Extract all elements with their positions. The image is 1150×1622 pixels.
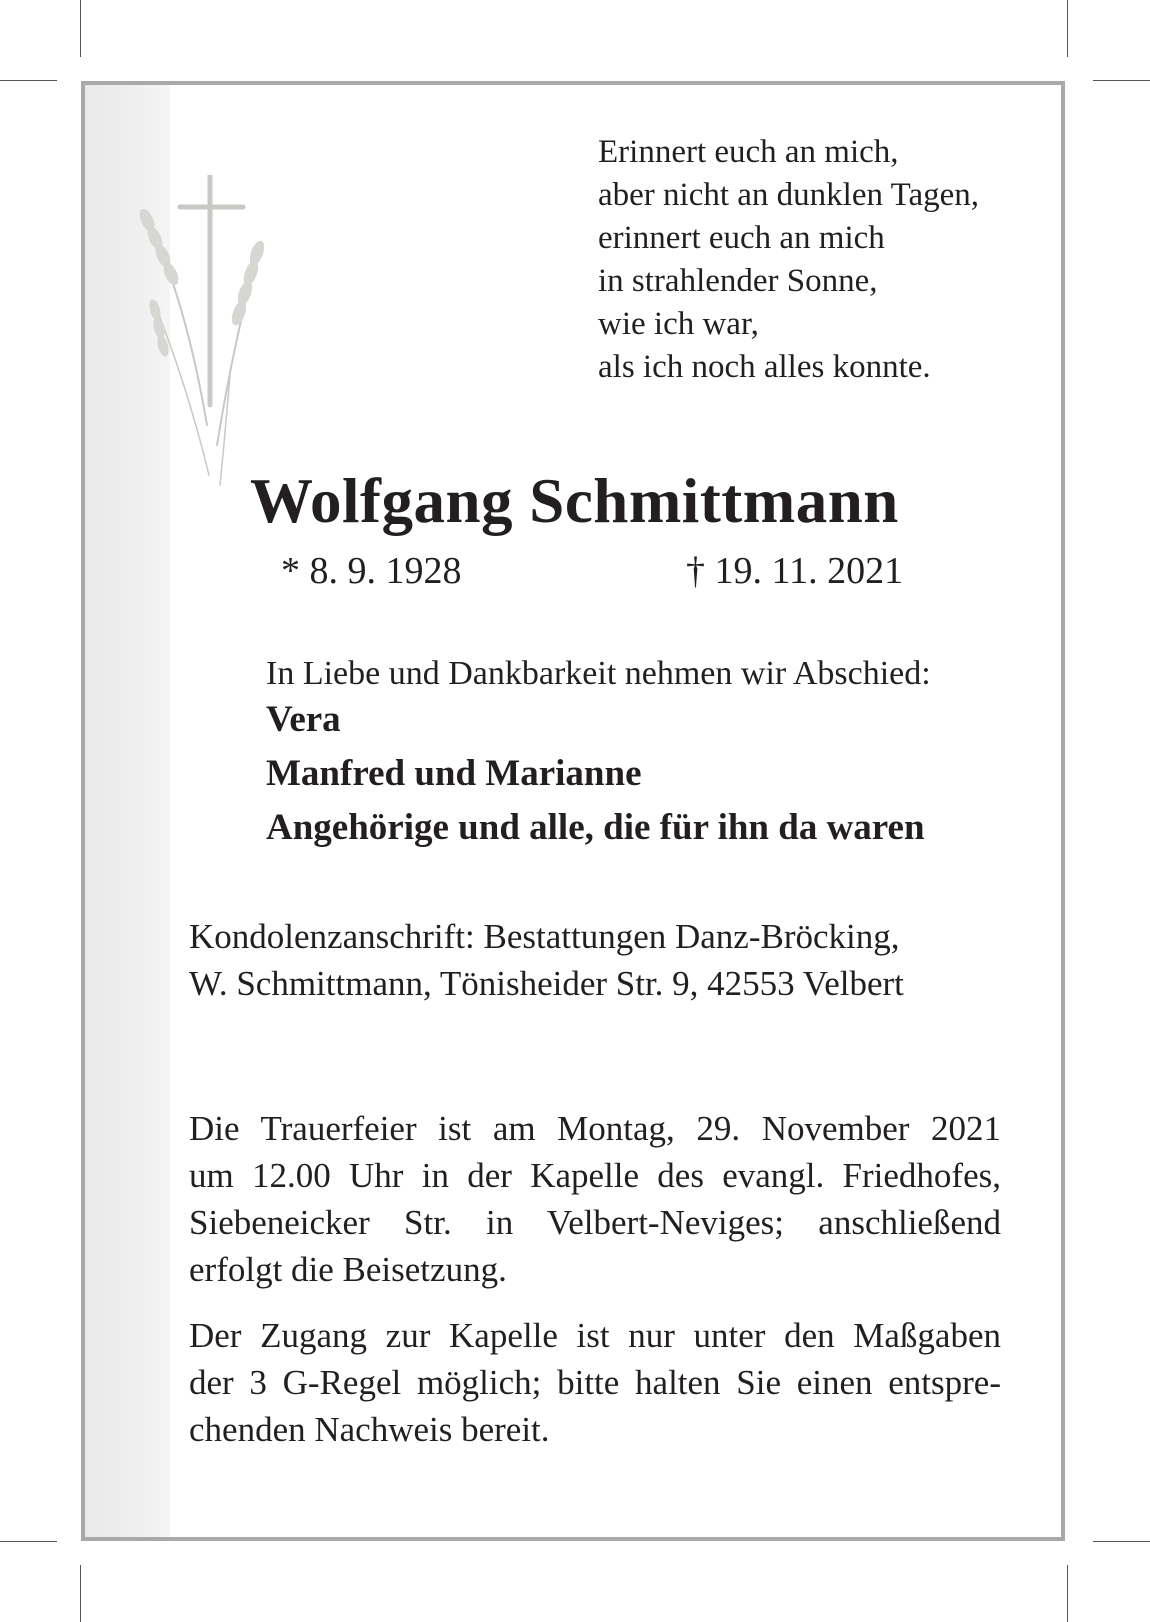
crop-mark-top-left-v xyxy=(80,0,81,57)
poem-line: wie ich war, xyxy=(598,306,759,342)
poem-line: als ich noch alles konnte. xyxy=(598,349,931,385)
ceremony-line: Siebeneicker Str. in Velbert-Neviges; anschließend xyxy=(189,1203,1001,1242)
mourner-name: Vera xyxy=(266,699,341,740)
access-info xyxy=(189,1312,1001,1453)
crop-mark-bottom-left-h xyxy=(0,1541,57,1542)
access-line: chenden Nachweis bereit. xyxy=(189,1410,550,1449)
mourner-name: Angehörige und alle, die für ihn da waren xyxy=(266,807,925,848)
farewell-intro: In Liebe und Dankbarkeit nehmen wir Abschied: xyxy=(266,655,931,692)
poem-line: in strahlender Sonne, xyxy=(598,263,878,299)
death-date: † 19. 11. 2021 xyxy=(686,550,904,592)
poem xyxy=(598,131,979,389)
birth-date: * 8. 9. 1928 xyxy=(281,550,462,592)
condolence-line: W. Schmittmann, Tönisheider Str. 9, 42553 Velbert xyxy=(189,964,904,1003)
access-line: Der Zugang zur Kapelle ist nur unter den Maßgaben xyxy=(189,1316,1001,1355)
access-line: der 3 G-Regel möglich; bitte halten Sie einen entspre- xyxy=(189,1363,1001,1402)
condolence-line: Kondolenzanschrift: Bestattungen Danz-Bröcking, xyxy=(189,917,900,956)
ceremony-line: erfolgt die Beisetzung. xyxy=(189,1250,507,1289)
ceremony-info xyxy=(189,1105,1001,1293)
crop-mark-top-left-h xyxy=(0,80,57,81)
crop-mark-bottom-left-v xyxy=(80,1565,81,1622)
crop-mark-bottom-right-h xyxy=(1093,1541,1150,1542)
crop-mark-top-right-v xyxy=(1067,0,1068,57)
condolence-address xyxy=(189,913,1001,1007)
ceremony-line: Die Trauerfeier ist am Montag, 29. November 2021 xyxy=(189,1109,1001,1148)
cross-with-wheat-icon xyxy=(125,175,305,505)
crop-mark-top-right-h xyxy=(1093,80,1150,81)
poem-line: aber nicht an dunklen Tagen, xyxy=(598,177,980,213)
deceased-name: Wolfgang Schmittmann xyxy=(250,466,899,536)
crop-mark-bottom-right-v xyxy=(1067,1565,1068,1622)
poem-line: Erinnert euch an mich, xyxy=(598,134,899,170)
mourners-list xyxy=(266,693,925,855)
obituary-card xyxy=(81,81,1065,1541)
mourner-name: Manfred und Marianne xyxy=(266,753,642,794)
poem-line: erinnert euch an mich xyxy=(598,220,885,256)
ceremony-line: um 12.00 Uhr in der Kapelle des evangl. Friedhofes, xyxy=(189,1156,1001,1195)
